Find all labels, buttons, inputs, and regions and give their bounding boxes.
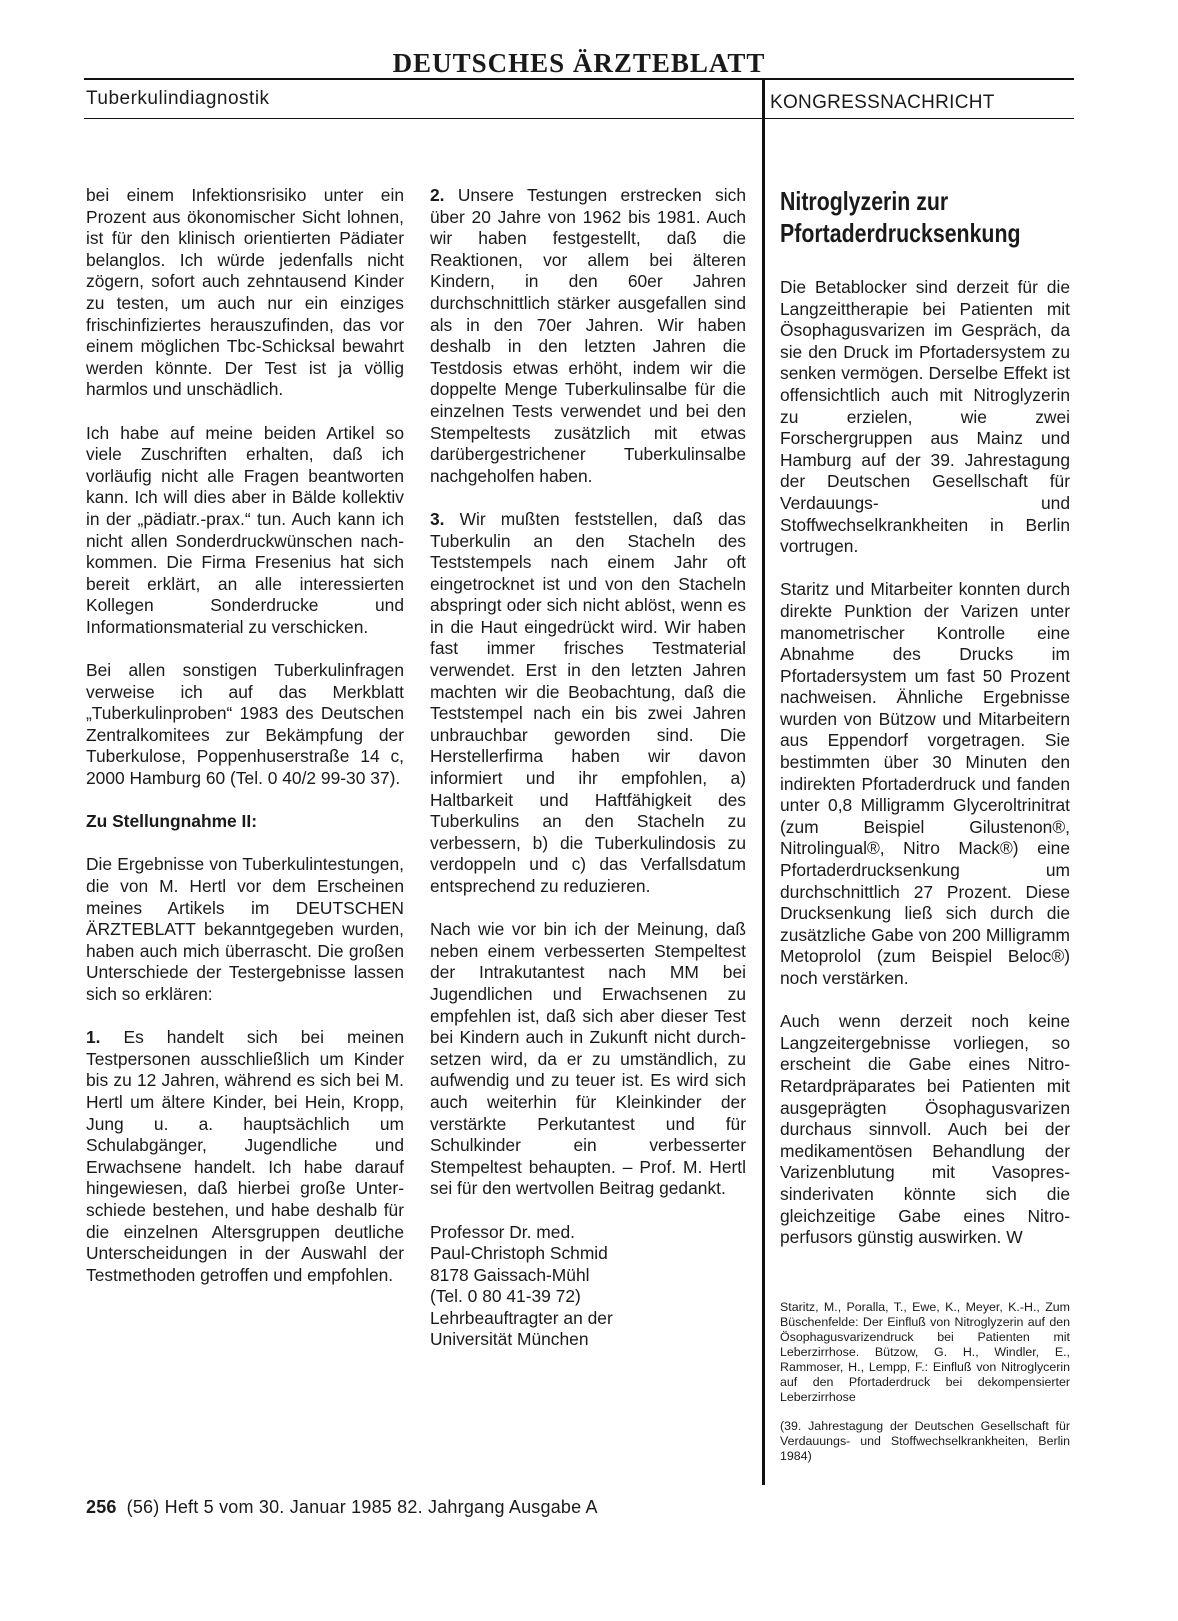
item-number: 1. <box>86 1027 101 1048</box>
section-label-right: KONGRESSNACHRICHT <box>770 92 995 113</box>
paragraph: Nach wie vor bin ich der Meinung, daß neben einem verbesserten Stempeltest der Intrakutantest nach MM bei Jugendlichen und Erwachsenen zu empfehlen ist, daß sich aber dieser Test bei Kindern auch in Zukunft nicht durchsetzen wird, da er zu umständlich, zu aufwendig und zu teuer ist. Es wird sich auch weiterhin für Kleinkinder der verstärkte Perkutantest und für Schulkinder ein verbesserter Stempeltest behaupten. – Prof. M. Hertl sei für den wertvollen Beitrag gedankt. <box>430 919 746 1199</box>
paragraph: Auch wenn derzeit noch keine Langzeitergebnisse vorliegen, so erscheint die Gabe eines Nitro-Retardpräparates bei Patienten mit ausgeprägten Ösophagusvarizen durchaus sinnvoll. Auch bei der medikamentösen Behandlung der Varizenblutung mit Vasopressinderivaten könnte sich die gleichzeitige Gabe eines Nitroperfusors günstig auswirken. W <box>780 1011 1070 1248</box>
column-divider <box>762 80 765 1485</box>
paragraph: bei einem Infektionsrisiko unter ein Prozent aus ökonomischer Sicht lohnen, ist für den klinisch orientierten Pädiater belanglos. Ich würde jedenfalls nicht zögern, sofort auch zehntausend Kinder zu testen, um auch nur ein einziges frischinfiziertes herauszufinden, das vor einem möglichen Tbc-Schicksal bewahrt werden könnte. Der Test ist ja völlig harmlos und unschädlich. <box>86 185 404 400</box>
column-2 <box>430 185 746 1351</box>
signature-block <box>430 1222 746 1352</box>
column-1 <box>86 185 404 1286</box>
item-number: 2. <box>430 185 445 205</box>
top-rule <box>84 78 1074 80</box>
paragraph <box>430 509 746 898</box>
reference: (39. Jahrestagung der Deutschen Gesellschaft für Verdauungs- und Stoffwechselkrankheiten, Berlin 1984) <box>780 1419 1070 1463</box>
paragraph: Die Betablocker sind derzeit für die Langzeittherapie bei Patienten mit Ösophagusvarizen im Gespräch, da sie den Druck im Pfortadersystem zu senken vermögen. Derselbe Effekt ist offensichtlich auch mit Nitroglyzerin zu erzielen, wie zwei Forschergruppen aus Mainz und Hamburg auf der 39. Jahrestagung der Deutschen Gesellschaft für Verdauungs- und Stoffwechselkrankheiten in Berlin vortrugen. <box>780 277 1070 557</box>
signature-line: Universität München <box>430 1329 589 1350</box>
signature-line: 8178 Gaissach-Mühl <box>430 1264 590 1285</box>
subheading: Zu Stellungnahme II: <box>86 811 258 832</box>
paragraph: Staritz und Mitarbeiter konnten durch direkte Punktion der Varizen unter manometrischer Kontrolle eine Abnahme des Drucks im Pfortadersystem um fast 50 Prozent nachweisen. Ähnliche Ergebnisse wurden von Bützow und Mitarbeitern aus Eppendorf vorgetragen. Sie bestimmten über 30 Minuten den indirekten Pfortaderdruck und fanden unter 0,8 Milligramm Glyceroltrinitrat (zum Beispiel Gilustenon®, Nitrolingual®, Nitro Mack®) eine Pfortaderdrucksenkung um durchschnittlich 27 Prozent. Diese Drucksenkung ließ sich durch die zusätzliche Gabe von 200 Milligramm Metoprolol (zum Beispiel Beloc®) noch verstärken. <box>780 579 1070 988</box>
header-rule <box>84 118 1074 119</box>
section-label-left: Tuberkulindiagnostik <box>86 88 270 109</box>
article-headline <box>780 185 1075 249</box>
page-number: 256 <box>86 1497 117 1517</box>
page-footer <box>86 1497 598 1518</box>
paragraph <box>430 185 746 487</box>
references <box>780 1300 1070 1478</box>
paragraph: Bei allen sonstigen Tuberkulinfragen verweise ich auf das Merkblatt „Tuberkulinproben“ 1983 des Deutschen Zentralkomitees zur Bekämpfung der Tuberkulose, Poppenhuserstraße 14 c, 2000 Hamburg 60 (Tel. 0 40/2 99-30 37). <box>86 660 404 789</box>
headline-line: Nitroglyzerin zur <box>780 186 949 216</box>
item-number: 3. <box>430 508 445 529</box>
paragraph <box>86 1027 404 1286</box>
signature-line: Lehrbeauftragter an der <box>430 1307 613 1328</box>
signature-line: Professor Dr. med. <box>430 1221 575 1242</box>
reference: Staritz, M., Poralla, T., Ewe, K., Meyer, K.-H., Zum Büschenfelde: Der Einfluß von Nitroglyzerin auf den Ösophagusvarizendruck bei Patienten mit Leberzirrhose. Bützow, G. H., Windler, E., Rammoser, H., Lempp, F.: Einfluß von Nitroglycerin auf den Pfortaderdruck bei dekompensierter Leberzirrhose <box>780 1300 1070 1404</box>
paragraph: Ich habe auf meine beiden Artikel so viele Zuschriften erhalten, daß ich vorläufig nicht alle Fragen beantworten kann. Ich will dies aber in Bälde kollektiv in der „pädiatr.-prax.“ tun. Auch kann ich nicht allen Sonderdruckwünschen nachkommen. Die Firma Fresenius hat sich bereit erklärt, an alle interessierten Kollegen Sonderdrucke und Informationsmaterial zu verschicken. <box>86 422 404 637</box>
issue-info: (56) Heft 5 vom 30. Januar 1985 82. Jahrgang Ausgabe A <box>126 1497 598 1517</box>
signature-line: Paul-Christoph Schmid <box>430 1243 608 1264</box>
signature-line: (Tel. 0 80 41-39 72) <box>430 1286 581 1307</box>
paragraph-text: Unsere Testungen erstrecken sich über 20 Jahre von 1962 bis 1981. Auch wir haben festgestellt, daß die Reaktionen, vor allem bei älteren Kindern, in den 60er Jahren durchschnittlich stärker ausgefallen sind als in den 70er Jahren. Wir haben deshalb in den letzten Jahren die Testdosis etwas erhöht, indem wir die doppelte Menge Tuberkulinsalbe für die einzelnen Tests verwendet und bei den Stempeltests zusätzlich mit etwas darübergestrichener Tuberkulinsalbe nachgeholfen haben. <box>430 185 746 486</box>
masthead: DEUTSCHES ÄRZTEBLATT <box>392 48 766 78</box>
paragraph: Die Ergebnisse von Tuberkulintestungen, die von M. Hertl vor dem Erscheinen meines Artikels im DEUTSCHEN ÄRZTEBLATT bekanntgegeben wurden, haben auch mich überrascht. Die großen Unterschiede der Testergebnisse lassen sich so erklären: <box>86 854 404 1004</box>
column-3 <box>780 185 1070 1270</box>
paragraph-text: Wir mußten feststellen, daß das Tuberkulin an den Stacheln des Teststempels nach einem Jahr oft eingetrocknet ist und von den Stacheln abspringt oder sich nicht ablöst, wenn es in die Haut eingedrückt wird. Wir haben fast immer frisches Testmaterial verwendet. Erst in den letzten Jahren machten wir die Beobachtung, daß die Teststempel nach ein bis zwei Jahren unbrauchbar geworden sind. Die Herstellerfirma haben wir davon informiert und ihr empfohlen, a) Haltbarkeit und Haftfähigkeit des Tuberkulins an den Stacheln zu verbessern, b) die Tuberkulindosis zu verdoppeln und c) das Verfallsdatum entsprechend zu reduzieren. <box>430 508 746 896</box>
paragraph-text: Es handelt sich bei meinen Testpersonen ausschließlich um Kinder bis zu 12 Jahren, während es sich bei M. Hertl um ältere Kinder, bei Hein, Kropp, Jung u. a. hauptsächlich um Schulabgänger, Jugendliche und Erwachsene handelt. Ich habe darauf hingewiesen, daß hierbei große Unterschiede bestehen, und habe deshalb für die einzelnen Altersgruppen deutliche Unterscheidungen in der Auswahl der Testmethoden getroffen und empfohlen. <box>86 1027 404 1285</box>
headline-line: Pfortaderdrucksenkung <box>780 218 1021 248</box>
